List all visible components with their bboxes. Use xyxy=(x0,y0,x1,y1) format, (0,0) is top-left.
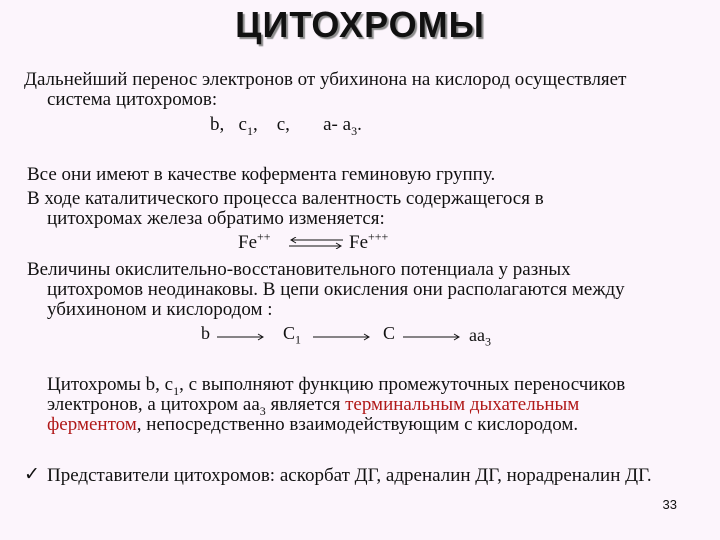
function-line-1-a: Цитохромы b, c xyxy=(47,374,174,395)
heme-sentence: Все они имеют в качестве кофермента геминовую группу. xyxy=(27,164,496,185)
chain-c: C xyxy=(383,323,396,343)
fe3-symbol: Fe xyxy=(349,232,368,253)
cyt-c1: c xyxy=(238,114,247,135)
cyt-aa3-sub: 3 xyxy=(351,123,358,138)
function-line-2 xyxy=(47,394,580,418)
page-title: ЦИТОХРОМЫ xyxy=(235,4,485,45)
fe-right xyxy=(349,229,389,253)
potential-line-3: убихиноном и кислородом : xyxy=(47,299,273,320)
checkmark-icon: ✓ xyxy=(24,464,40,485)
chain-aa3-letters: aa xyxy=(469,325,485,345)
fe2-charge: ++ xyxy=(257,229,271,244)
valence-line-2: цитохромах железа обратимо изменяется: xyxy=(47,208,385,229)
intro-line-2: система цитохромов: xyxy=(47,89,218,110)
function-line-2-b: является xyxy=(265,394,346,415)
chain-aa3 xyxy=(469,325,491,349)
chain-arrow-2 xyxy=(313,332,371,342)
terminal-enzyme-term-end: ферментом xyxy=(47,414,137,435)
cyt-b: b, xyxy=(210,114,225,135)
fe3-charge: +++ xyxy=(368,229,389,244)
terminal-enzyme-term: терминальным дыхательным xyxy=(345,394,580,415)
chain-c1-letter: C xyxy=(283,323,296,343)
cyt-aa3-end: . xyxy=(357,114,362,135)
function-line-1-sub: 1 xyxy=(173,383,180,398)
function-line-2-sub: 3 xyxy=(259,403,266,418)
chain-b: b xyxy=(201,323,210,343)
chain-c1 xyxy=(283,323,302,347)
fe-left xyxy=(238,229,271,253)
cytochrome-list xyxy=(210,114,362,138)
fe2-symbol: Fe xyxy=(238,232,257,253)
cyt-c1-comma: , xyxy=(252,114,258,135)
valence-line-1: В ходе каталитического процесса валентность содержащегося в xyxy=(27,188,544,209)
representatives-line: Представители цитохромов: аскорбат ДГ, адреналин ДГ, норадреналин ДГ. xyxy=(47,465,652,486)
cyt-c: c, xyxy=(276,114,290,135)
function-line-2-a: электронов, а цитохром aa xyxy=(47,394,260,415)
potential-line-1: Величины окислительно-восстановительного потенциала у разных xyxy=(27,259,571,280)
fe-redox-arrow xyxy=(288,237,344,247)
function-line-1-b: , c выполняют функцию промежуточных переносчиков xyxy=(179,374,626,395)
intro-line-1: Дальнейший перенос электронов от убихинона на кислород осуществляет xyxy=(24,69,627,90)
potential-line-2: цитохромов неодинаковы. В цепи окисления они располагаются между xyxy=(47,279,625,300)
function-line-3-b: , непосредственно взаимодействующим с кислородом. xyxy=(136,414,579,435)
cyt-aa3: a- a xyxy=(323,114,352,135)
chain-arrow-1 xyxy=(217,332,265,342)
cyt-c1-sub: 1 xyxy=(246,123,253,138)
chain-c1-sub: 1 xyxy=(295,332,302,347)
chain-aa3-sub: 3 xyxy=(484,334,491,349)
function-line-1 xyxy=(47,374,626,398)
page-number: 33 xyxy=(662,497,677,512)
function-line-3 xyxy=(47,415,578,435)
chain-arrow-3 xyxy=(403,332,461,342)
